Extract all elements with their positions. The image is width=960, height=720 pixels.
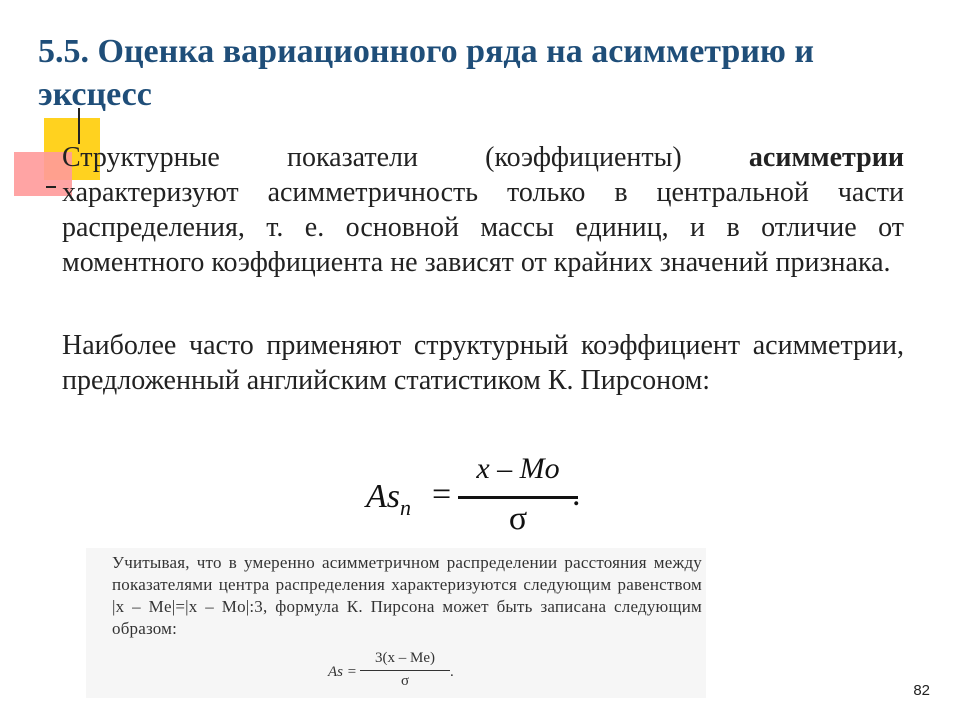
paragraph-structural-indicators (62, 140, 904, 280)
formula-alt-numerator: 3(x – Me) (375, 650, 435, 666)
paragraph1-rest: характеризуют асимметричность только в центральной части распределения, т. е. основной массы единиц, и в отличие от моментного коэффициента не зависят от крайних значений признака. (62, 177, 904, 278)
formula-alt-denominator: σ (400, 673, 410, 689)
formula-alt-fraction-bar (360, 670, 450, 671)
pearson-formula (366, 452, 586, 547)
paragraph1-lead: Структурные показатели (коэффициенты) (62, 142, 749, 173)
formula-denominator: σ (508, 500, 528, 537)
formula-alt-trailing: . (450, 664, 454, 680)
page-number: 82 (913, 682, 930, 699)
formula-numerator: x – Mo (476, 452, 560, 485)
formula-lhs-symbol: As (366, 478, 400, 515)
pearson-formula-alt (328, 650, 468, 696)
decor-dash (46, 186, 56, 188)
formula-trailing: . (572, 476, 581, 513)
formula-equals: = (432, 476, 452, 513)
slide-title: 5.5. Оценка вариационного ряда на асимметрию и эксцесс (38, 33, 814, 113)
paragraph1-bold: асимметрии (748, 142, 904, 173)
formula-lhs-subscript: п (400, 494, 411, 520)
formula-lhs (366, 478, 411, 521)
formula-fraction-bar (458, 496, 578, 499)
paragraph-pearson-intro: Наиболее часто применяют структурный коэффициент асимметрии, предложенный английским статистиком К. Пирсоном: (62, 330, 904, 396)
scanned-excerpt (86, 548, 706, 698)
formula-alt-lhs: As = (328, 664, 357, 680)
scanned-excerpt-text: Учитывая, что в умеренно асимметричном распределении расстояния между показателями центра распределения характеризуются следующим равенством |x – Me|=|x – Mo|:3, формула К. Пирсона может быть записана следующим образом: (112, 553, 702, 638)
